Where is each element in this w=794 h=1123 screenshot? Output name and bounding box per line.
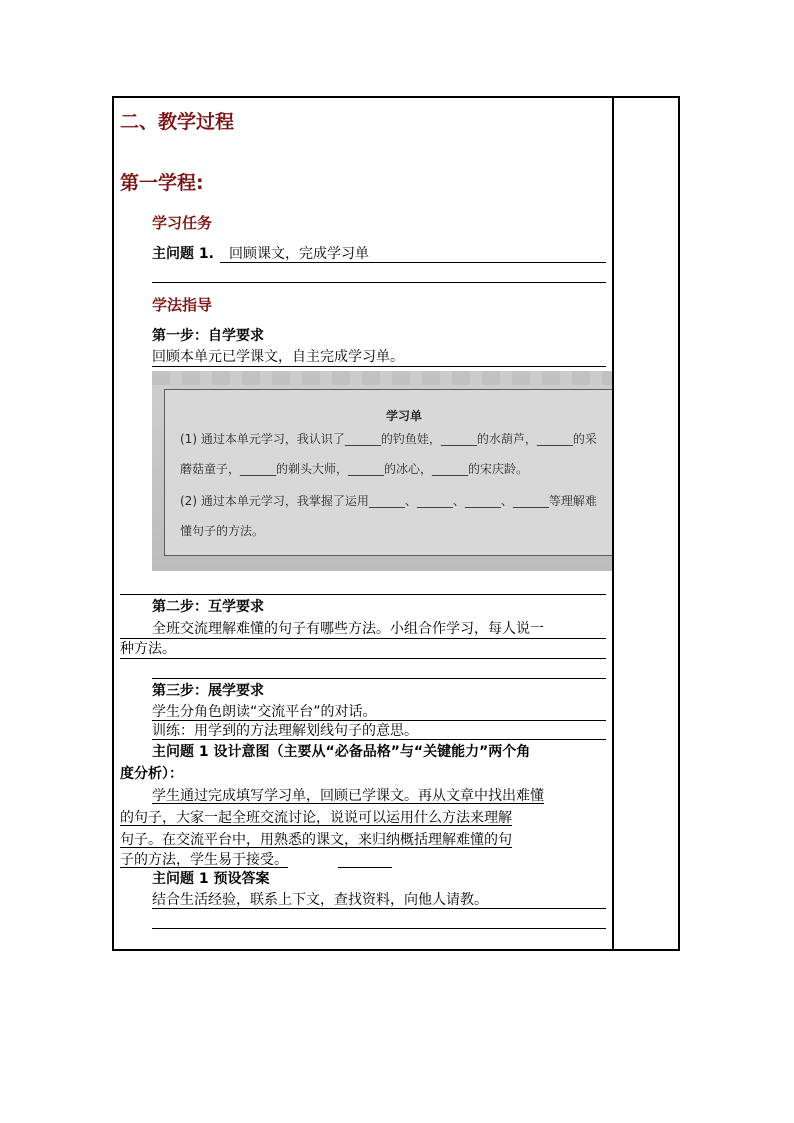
- step3-title: 第三步：展学要求: [152, 683, 264, 699]
- worksheet-line-4: 懂句子的方法。: [180, 524, 265, 538]
- step3-text1: 学生分角色朗读“交流平台”的对话。: [152, 704, 377, 720]
- answer-title: 主问题 1 预设答案: [152, 871, 270, 887]
- worksheet-line-3: (2) 通过本单元学习，我掌握了运用______、______、______、______等理解难: [180, 494, 597, 508]
- step2-text-line2: 种方法。: [120, 641, 176, 657]
- worksheet-line-2: 蘑菇童子，______的剃头大师，______的冰心，______的宋庆龄。: [180, 462, 529, 476]
- design-intent-title-line2: 度分析）：: [120, 766, 183, 782]
- section-title: 二、教学过程: [120, 111, 235, 133]
- worksheet-photo: [152, 371, 612, 571]
- design-intent-line: 学生通过完成填写学习单，回顾已学课文。再从文章中找出难懂: [152, 788, 544, 804]
- answer-text: 结合生活经验，联系上下文，查找资料，向他人请教。: [152, 892, 488, 908]
- underline: [152, 739, 606, 740]
- design-intent-line: 句子。在交流平台中，用熟悉的课文，来归纳概括理解难懂的句: [120, 832, 512, 848]
- step1-title: 第一步：自学要求: [152, 328, 264, 344]
- main-question-text: 回顾课文，完成学习单: [229, 246, 369, 262]
- design-intent-line: 子的方法，学生易于接受。: [120, 852, 288, 868]
- task-heading: 学习任务: [152, 214, 213, 232]
- step1-text: 回顾本单元已学课文，自主完成学习单。: [152, 349, 404, 365]
- step2-title: 第二步：互学要求: [152, 599, 264, 615]
- step2-text-line1: 全班交流理解难懂的句子有哪些方法。小组合作学习，每人说一: [152, 621, 544, 637]
- photo-background-text: [152, 371, 612, 385]
- main-question-label: 主问题 1.: [152, 246, 214, 262]
- design-intent-title-line1: 主问题 1 设计意图（主要从“必备品格”与“关键能力”两个角: [152, 744, 531, 760]
- underline: [338, 867, 392, 868]
- underline: [152, 282, 606, 283]
- worksheet-line-1: (1) 通过本单元学习，我认识了______的钓鱼娃，______的水葫芦，______的采: [180, 432, 597, 446]
- step3-text2: 训练：用学到的方法理解划线句子的意思。: [152, 723, 418, 739]
- method-heading: 学法指导: [152, 296, 213, 314]
- underline: [120, 594, 606, 595]
- column-divider: [612, 96, 614, 951]
- underline: [152, 928, 606, 929]
- underline: [220, 262, 606, 263]
- worksheet-title: 学习单: [386, 409, 423, 423]
- underline: [120, 658, 606, 659]
- underline: [152, 720, 606, 721]
- design-intent-line: 的句子，大家一起全班交流讨论，说说可以运用什么方法来理解: [120, 810, 512, 826]
- underline: [120, 638, 606, 639]
- underline: [152, 908, 606, 909]
- stage-title: 第一学程:: [120, 172, 204, 194]
- underline: [152, 366, 606, 367]
- underline: [152, 678, 606, 679]
